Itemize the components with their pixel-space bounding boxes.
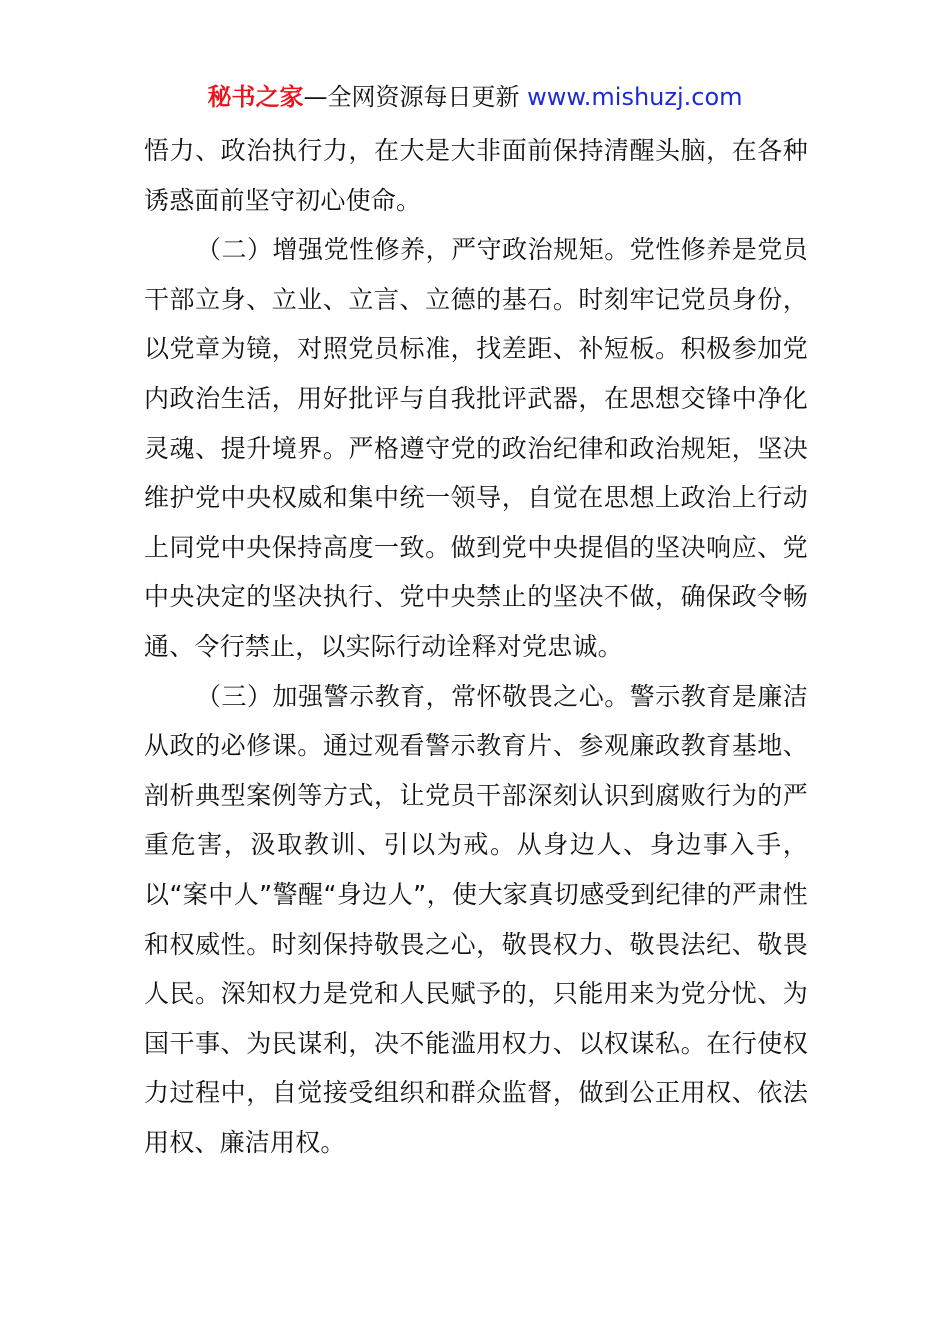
body-text	[144, 126, 808, 1167]
paragraph-section-3: （三）加强警示教育，常怀敬畏之心。警示教育是廉洁从政的必修课。通过观看警示教育片、参观廉政教育基地、剖析典型案例等方式，让党员干部深刻认识到腐败行为的严重危害，汲取教训、引以为戒。从身边人、身边事入手，以“案中人”警醒“身边人”，使大家真切感受到纪律的严肃性和权威性。时刻保持敬畏之心，敬畏权力、敬畏法纪、敬畏人民。深知权力是党和人民赋予的，只能用来为党分忧、为国干事、为民谋利，决不能滥用权力、以权谋私。在行使权力过程中，自觉接受组织和群众监督，做到公正用权、依法用权、廉洁用权。	[144, 681, 808, 1157]
paragraph-section-2: （二）增强党性修养，严守政治规矩。党性修养是党员干部立身、立业、立言、立德的基石。时刻牢记党员身份，以党章为镜，对照党员标准，找差距、补短板。积极参加党内政治生活，用好批评与自我批评武器，在思想交锋中净化灵魂、提升境界。严格遵守党的政治纪律和政治规矩，坚决维护党中央权威和集中统一领导，自觉在思想上政治上行动上同党中央保持高度一致。做到党中央提倡的坚决响应、党中央决定的坚决执行、党中央禁止的坚决不做，确保政令畅通、令行禁止，以实际行动诠释对党忠诚。	[144, 235, 808, 661]
page-header	[0, 80, 950, 114]
header-tagline: —全网资源每日更新	[303, 83, 520, 111]
paragraph-continued: 悟力、政治执行力，在大是大非面前保持清醒头脑，在各种诱惑面前坚守初心使命。	[144, 136, 808, 215]
website-link[interactable]: www.mishuzj.com	[527, 83, 743, 111]
brand-name: 秘书之家	[207, 83, 304, 111]
